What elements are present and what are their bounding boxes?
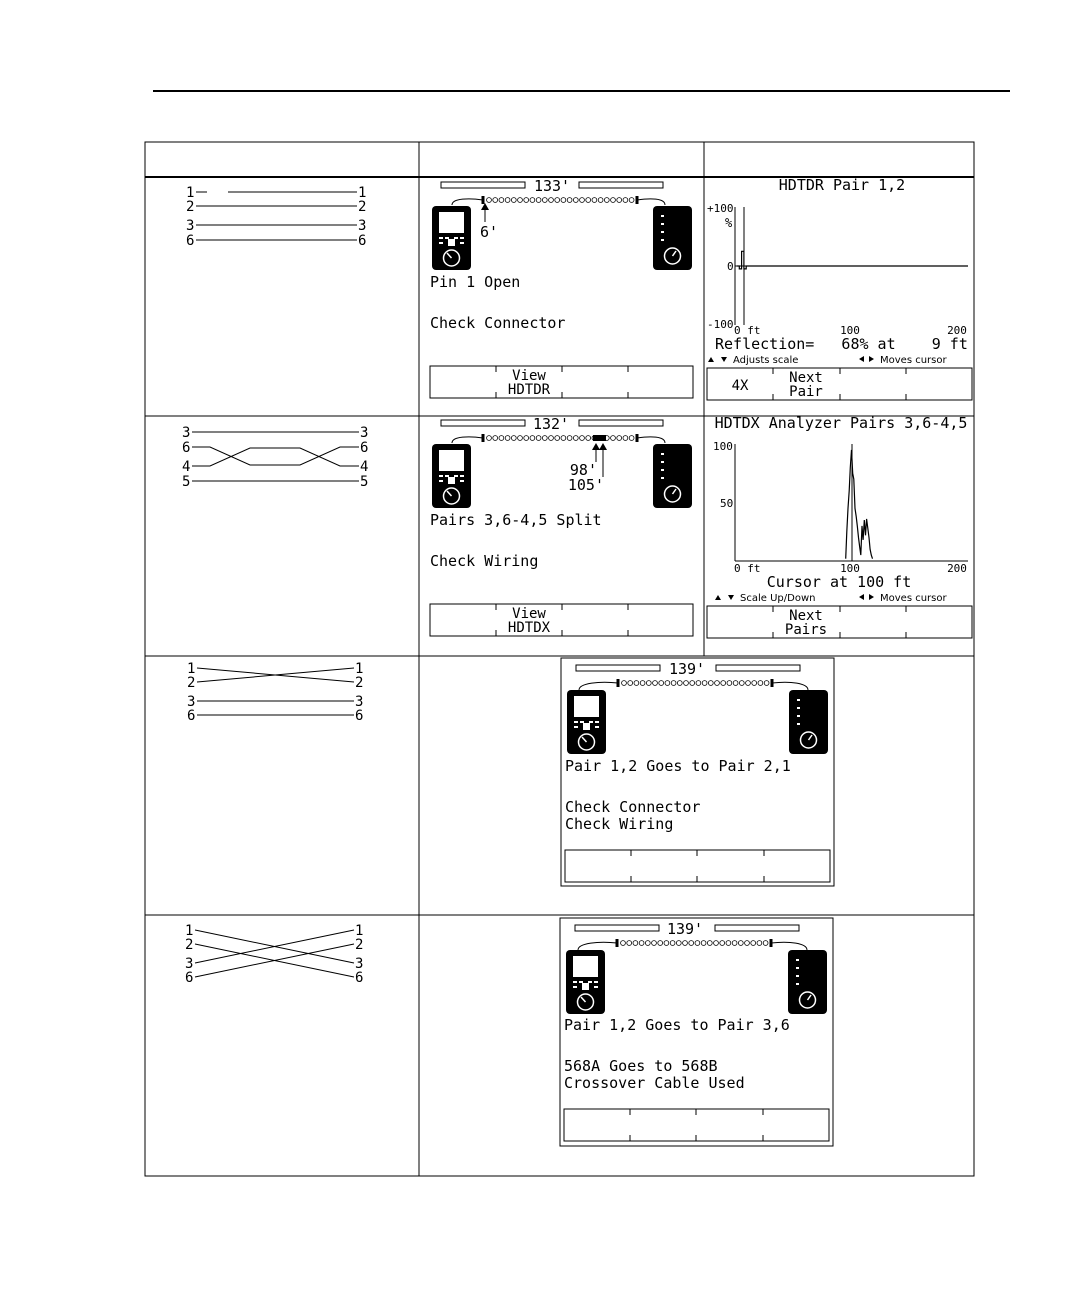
- wire-label: 2: [355, 675, 364, 691]
- wire-label: 3: [187, 694, 196, 710]
- y-tick-top: 100: [713, 440, 733, 453]
- softkey-label: HDTDR: [507, 382, 551, 398]
- x-tick-200: 200: [947, 324, 967, 337]
- fault-message: Pin 1 Open: [430, 273, 521, 291]
- tdx-trace: [846, 450, 873, 559]
- cable-length: 133': [533, 177, 571, 195]
- cursor-hint: Moves cursor: [880, 355, 947, 366]
- wire-label: 3: [355, 956, 364, 972]
- tester-main-unit-icon: [567, 690, 606, 754]
- wire-label: 1: [355, 923, 364, 939]
- wire-label: 3: [360, 425, 369, 441]
- cable-length: 139': [668, 660, 706, 678]
- wire-label: 6: [182, 440, 191, 456]
- tester-remote-unit-icon: [789, 690, 828, 754]
- wire-label: 2: [187, 675, 196, 691]
- fault-advice: Check Wiring: [565, 815, 674, 833]
- reflection-readout: Reflection= 68% at 9 ft: [715, 335, 968, 353]
- wire-label: 6: [185, 970, 194, 986]
- x-tick-0: 0 ft: [734, 324, 761, 337]
- softkey-label: Next: [789, 370, 823, 386]
- fault-distance: 105': [567, 476, 604, 494]
- up-arrow-icon: [708, 357, 714, 362]
- next-pair-softkey[interactable]: [789, 370, 823, 400]
- wire-label: 3: [185, 956, 194, 972]
- view-hdtdx-softkey[interactable]: [508, 606, 551, 636]
- hdtdx-plot-screen: [707, 414, 972, 638]
- x-tick-100: 100: [840, 324, 860, 337]
- instrument-screen-row-4: [560, 918, 833, 1146]
- y-tick-top: +100: [707, 202, 734, 215]
- fault-advice: Check Connector: [565, 798, 701, 816]
- fault-message: Pair 1,2 Goes to Pair 2,1: [565, 757, 791, 775]
- softkey-label: Pair: [789, 384, 823, 400]
- tester-main-unit-icon: [432, 444, 471, 508]
- wire-label: 6: [358, 233, 367, 249]
- next-pairs-softkey[interactable]: [785, 608, 827, 638]
- fault-distance: 6': [480, 223, 499, 241]
- wire-label: 3: [186, 218, 195, 234]
- right-arrow-icon: [869, 356, 874, 362]
- y-unit: %: [725, 216, 733, 230]
- y-tick-mid: 50: [720, 497, 734, 510]
- cable-length: 132': [532, 415, 570, 433]
- wire-label: 1: [358, 185, 367, 201]
- softkey-label: View: [512, 606, 546, 622]
- tester-remote-unit-icon: [653, 206, 692, 270]
- softkey-bar: [707, 606, 972, 638]
- cable-icon: [482, 434, 639, 442]
- wire-label: 6: [187, 708, 196, 724]
- right-arrow-icon: [869, 594, 874, 600]
- wire-label: 1: [186, 185, 195, 201]
- plot-title: HDTDX Analyzer Pairs 3,6-4,5: [714, 414, 968, 432]
- wiring-diagram-row-3: [187, 661, 363, 724]
- wire-label: 4: [182, 459, 191, 475]
- fault-arrow-icon: [599, 443, 607, 450]
- split-marker-icon: [593, 435, 606, 441]
- softkey-bar: [565, 850, 830, 882]
- y-tick-bottom: -100: [707, 318, 734, 331]
- wire-label: 4: [360, 459, 369, 475]
- plot-title: HDTDR Pair 1,2: [778, 176, 906, 194]
- tester-main-unit-icon: [566, 950, 605, 1014]
- wiring-diagram-row-4: [185, 923, 363, 986]
- softkey-label: Pairs: [784, 622, 828, 638]
- tester-remote-unit-icon: [788, 950, 827, 1014]
- wire-label: 3: [182, 425, 191, 441]
- cable-icon: [616, 939, 773, 947]
- length-bar-right: [579, 182, 663, 188]
- scale-hint: Adjusts scale: [733, 355, 799, 366]
- wire-label: 2: [185, 937, 194, 953]
- wiring-diagram-row-1: [186, 185, 366, 249]
- wire-label: 6: [355, 970, 364, 986]
- instrument-screen-row-2: [430, 415, 693, 636]
- instrument-screen-row-1: [430, 177, 693, 398]
- down-arrow-icon: [721, 357, 727, 362]
- x-tick-200: 200: [947, 562, 967, 575]
- softkey-label: HDTDX: [507, 620, 551, 636]
- softkey-label: View: [512, 368, 546, 384]
- fault-distance: 98': [569, 461, 597, 479]
- softkey-bar: [707, 368, 972, 400]
- x-tick-0: 0 ft: [734, 562, 761, 575]
- scale-hint: Scale Up/Down: [740, 593, 816, 604]
- fault-advice: Crossover Cable Used: [564, 1074, 745, 1092]
- softkey-label: Next: [789, 608, 823, 624]
- wire-label: 3: [358, 218, 367, 234]
- cable-length: 139': [666, 920, 704, 938]
- wire-label: 6: [360, 440, 369, 456]
- wire-label: 1: [185, 923, 194, 939]
- cursor-readout: Cursor at 100 ft: [766, 573, 912, 591]
- wire-label: 2: [355, 937, 364, 953]
- softkey-bar: [564, 1109, 829, 1141]
- 4x-softkey[interactable]: 4X: [731, 378, 749, 394]
- fault-advice: 568A Goes to 568B: [564, 1057, 718, 1075]
- wire-label: 6: [186, 233, 195, 249]
- up-arrow-icon: [715, 595, 721, 600]
- x-tick-100: 100: [840, 562, 860, 575]
- tester-main-unit-icon: [432, 206, 471, 270]
- tdr-trace: [737, 251, 968, 269]
- fault-arrow-icon: [592, 443, 600, 450]
- wire-label: 5: [182, 474, 191, 490]
- left-arrow-icon: [859, 356, 864, 362]
- length-bar-left: [441, 182, 525, 188]
- wire-label: 1: [355, 661, 364, 677]
- wire-label: 6: [355, 708, 364, 724]
- cable-icon: [482, 196, 639, 204]
- fault-message: Pairs 3,6-4,5 Split: [430, 511, 602, 529]
- down-arrow-icon: [728, 595, 734, 600]
- hdtdr-plot-screen: [707, 176, 972, 400]
- view-hdtdr-softkey[interactable]: [508, 368, 551, 398]
- wire-label: 3: [355, 694, 364, 710]
- wire-label: 2: [358, 199, 367, 215]
- fault-message: Pair 1,2 Goes to Pair 3,6: [564, 1016, 790, 1034]
- y-tick-mid: 0: [727, 260, 734, 273]
- wire-label: 5: [360, 474, 369, 490]
- softkey-bar: [430, 604, 693, 636]
- wiring-diagram-row-2: [182, 425, 368, 490]
- cable-icon: [617, 679, 774, 687]
- softkey-bar: [430, 366, 693, 398]
- wire-label: 1: [187, 661, 196, 677]
- cursor-hint: Moves cursor: [880, 593, 947, 604]
- fault-advice: Check Connector: [430, 314, 566, 332]
- left-arrow-icon: [859, 594, 864, 600]
- wire-label: 2: [186, 199, 195, 215]
- fault-advice: Check Wiring: [430, 552, 539, 570]
- instrument-screen-row-3: [561, 658, 834, 886]
- tester-remote-unit-icon: [653, 444, 692, 508]
